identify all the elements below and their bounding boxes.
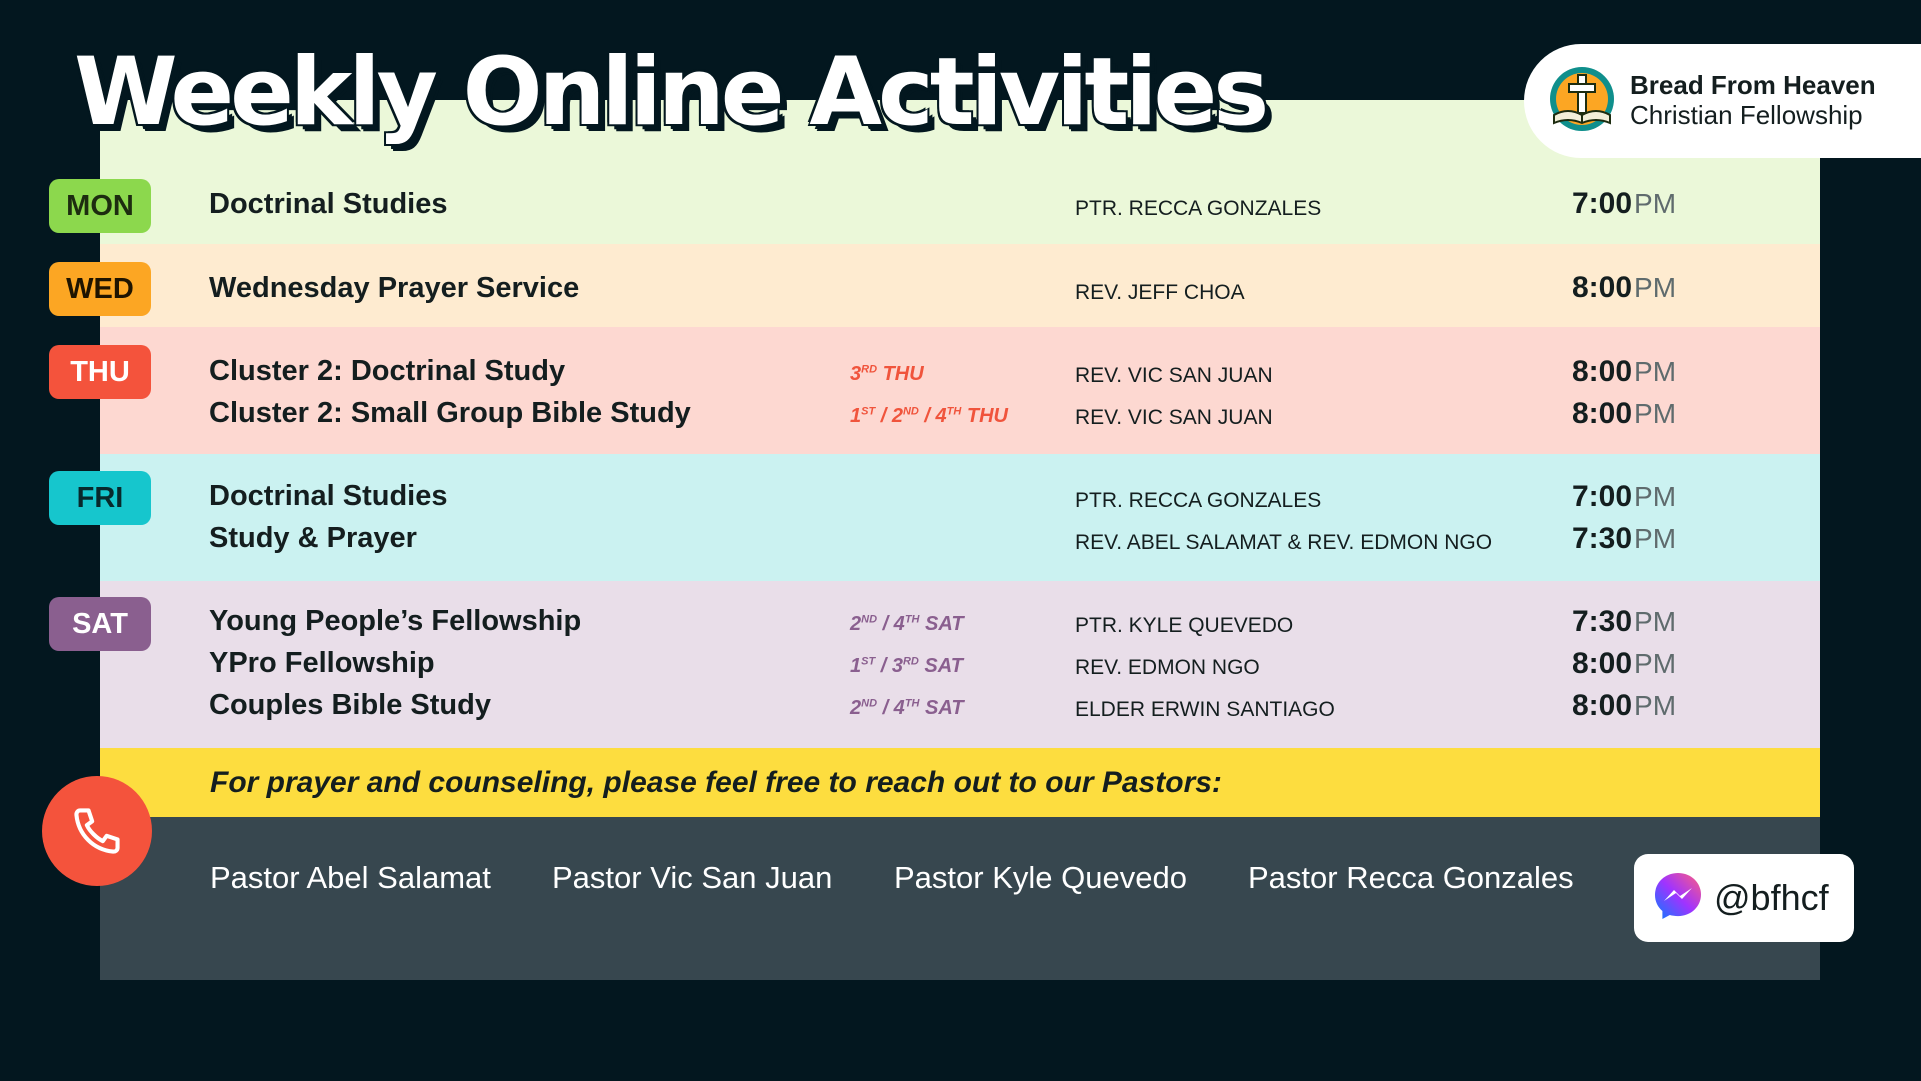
activity-leader: REV. VIC SAN JUAN [1075,364,1273,387]
activity-leader: REV. VIC SAN JUAN [1075,406,1273,429]
pastor-name: Pastor Recca Gonzales [1248,860,1574,895]
friday-band [100,454,1820,581]
schedule-note: 1ST / 2ND / 4TH THU [850,405,1009,427]
activity-time: 8:00PM [1572,647,1677,680]
contacts-band [100,817,1820,980]
activity-leader: REV. EDMON NGO [1075,656,1260,679]
logo-name-line2: Christian Fellowship [1630,100,1863,130]
schedule-note: 2ND / 4TH SAT [850,697,964,719]
day-tag-mon: MON [49,179,151,233]
activity-title: Cluster 2: Doctrinal Study [209,355,566,387]
activity-title: Couples Bible Study [209,689,491,721]
activity-title: Doctrinal Studies [209,188,448,220]
activity-title: Study & Prayer [209,522,417,554]
schedule-note: 2ND / 4TH SAT [850,613,964,635]
thursday-band [100,327,1820,454]
activity-leader: REV. JEFF CHOA [1075,281,1245,304]
pastor-name: Pastor Abel Salamat [210,860,491,895]
pastor-name: Pastor Kyle Quevedo [894,860,1187,895]
activity-title: Doctrinal Studies [209,480,448,512]
activity-time: 7:30PM [1572,522,1677,555]
activity-time: 7:00PM [1572,187,1677,220]
activity-leader: ELDER ERWIN SANTIAGO [1075,698,1335,721]
activity-title: Cluster 2: Small Group Bible Study [209,397,691,429]
activity-time: 7:30PM [1572,605,1677,638]
counseling-note: For prayer and counseling, please feel free to reach out to our Pastors: [210,766,1222,799]
messenger-icon [1650,868,1706,929]
activity-leader: PTR. KYLE QUEVEDO [1075,614,1294,637]
logo-name-line1: Bread From Heaven [1630,70,1876,101]
day-tag-wed: WED [49,262,151,316]
activity-leader: PTR. RECCA GONZALES [1075,489,1322,512]
day-tag-thu: THU [49,345,151,399]
activity-title: Young People’s Fellowship [209,605,582,637]
activity-title: YPro Fellowship [209,647,435,679]
day-tag-sat: SAT [49,597,151,651]
messenger-handle: @bfhcf [1714,877,1829,918]
activity-time: 8:00PM [1572,689,1677,722]
phone-icon [42,776,152,886]
schedule-note: 3RD THU [850,363,924,385]
logo-card [1524,44,1921,158]
activity-time: 8:00PM [1572,397,1677,430]
day-tag-fri: FRI [49,471,151,525]
pastor-name: Pastor Vic San Juan [552,860,833,895]
activity-title: Wednesday Prayer Service [209,272,580,304]
activity-leader: PTR. RECCA GONZALES [1075,197,1322,220]
activity-leader: REV. ABEL SALAMAT & REV. EDMON NGO [1075,531,1493,554]
bible-cross-logo-icon [1548,65,1616,138]
messenger-contact[interactable] [1634,854,1854,942]
activity-time: 8:00PM [1572,355,1677,388]
activity-time: 8:00PM [1572,271,1677,304]
activity-time: 7:00PM [1572,480,1677,513]
page-title: Weekly Online Activities [74,38,1266,147]
schedule-note: 1ST / 3RD SAT [850,655,963,677]
